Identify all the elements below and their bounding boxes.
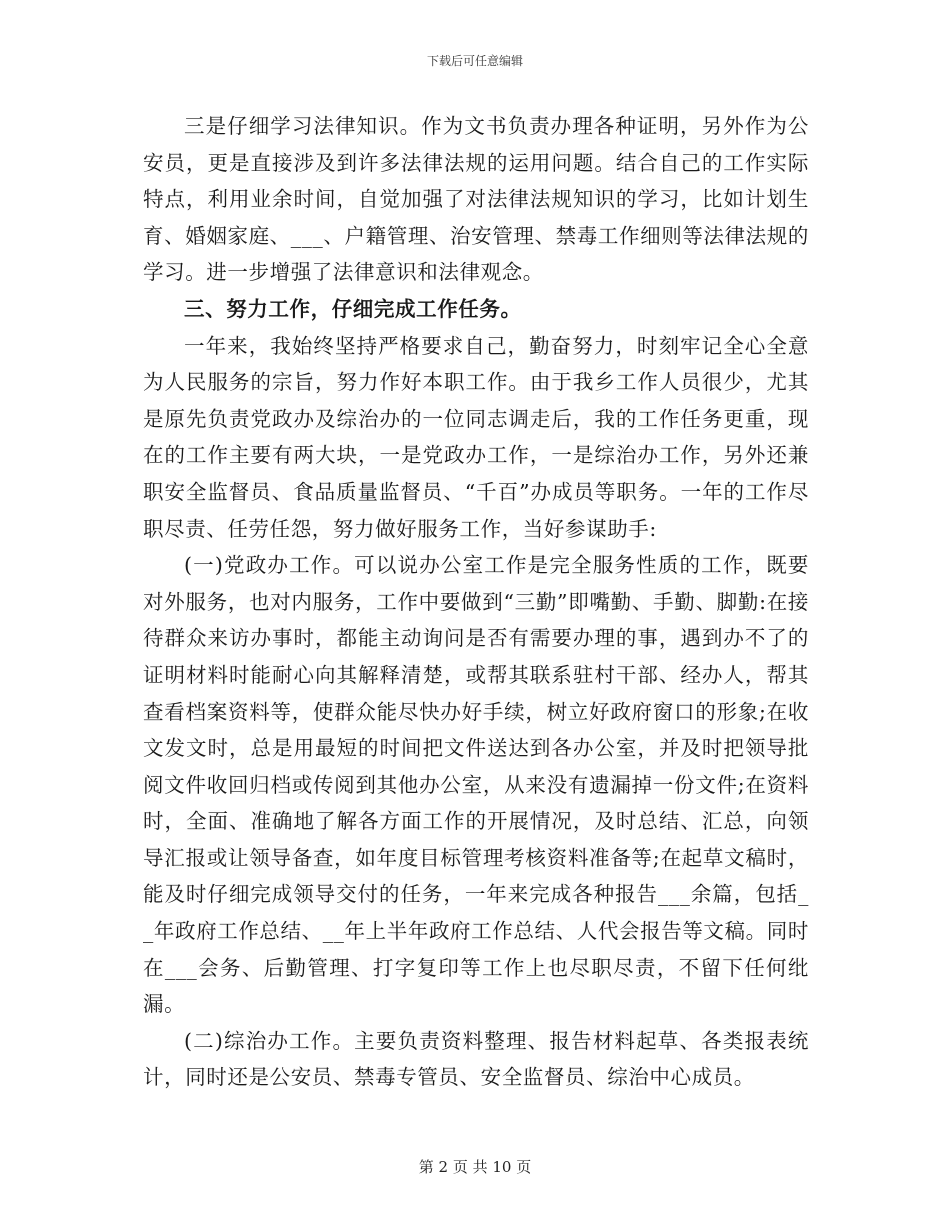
section-heading-work: 三、努力工作，仔细完成工作任务。 [184, 296, 522, 321]
document-body [143, 108, 809, 1096]
paragraph-law-study: 三是仔细学习法律知识。作为文书负责办理各种证明，另外作为公安员，更是直接涉及到许多法律法规的运用问题。结合自己的工作实际特点，利用业余时间，自觉加强了对法律法规知识的学习，比如计划生育、婚姻家庭、___、户籍管理、治安管理、禁毒工作细则等法律法规的学习。进一步增强了法律意识和法律观念。 [143, 114, 809, 285]
paragraph-comprehensive-office: (二)综治办工作。主要负责资料整理、报告材料起草、各类报表统计，同时还是公安员、禁毒专管员、安全监督员、综治中心成员。 [143, 1028, 809, 1090]
paragraph-party-office: (一)党政办工作。可以说办公室工作是完全服务性质的工作，既要对外服务，也对内服务，工作中要做到“三勤”即嘴勤、手勤、脚勤:在接待群众来访办事时，都能主动询问是否有需要办理的事，遇到办不了的证明材料时能耐心向其解释清楚，或帮其联系驻村干部、经办人，帮其查看档案资料等，使群众能尽快办好手续，树立好政府窗口的形象;在收文发文时，总是用最短的时间把文件送达到各办公室，并及时把领导批阅文件收回归档或传阅到其他办公室，从来没有遗漏掉一份文件;在资料时，全面、准确地了解各方面工作的开展情况，及时总结、汇总，向领导汇报或让领导备查，如年度目标管理考核资料准备等;在起草文稿时，能及时仔细完成领导交付的任务，一年来完成各种报告___余篇，包括__年政府工作总结、__年上半年政府工作总结、人代会报告等文稿。同时在___会务、后勤管理、打字复印等工作上也尽职尽责，不留下任何纰漏。 [143, 553, 809, 1017]
paragraph-year-summary: 一年来，我始终坚持严格要求自己，勤奋努力，时刻牢记全心全意为人民服务的宗旨，努力作好本职工作。由于我乡工作人员很少，尤其是原先负责党政办及综治办的一位同志调走后，我的工作任务更重，现在的工作主要有两大块，一是党政办工作，一是综治办工作，另外还兼职安全监督员、食品质量监督员、“千百”办成员等职务。一年的工作尽职尽责、任劳任怨，努力做好服务工作，当好参谋助手: [143, 333, 809, 541]
page-header-note: 下载后可任意编辑 [426, 54, 523, 68]
page-number: 第 2 页 共 10 页 [418, 1158, 532, 1176]
